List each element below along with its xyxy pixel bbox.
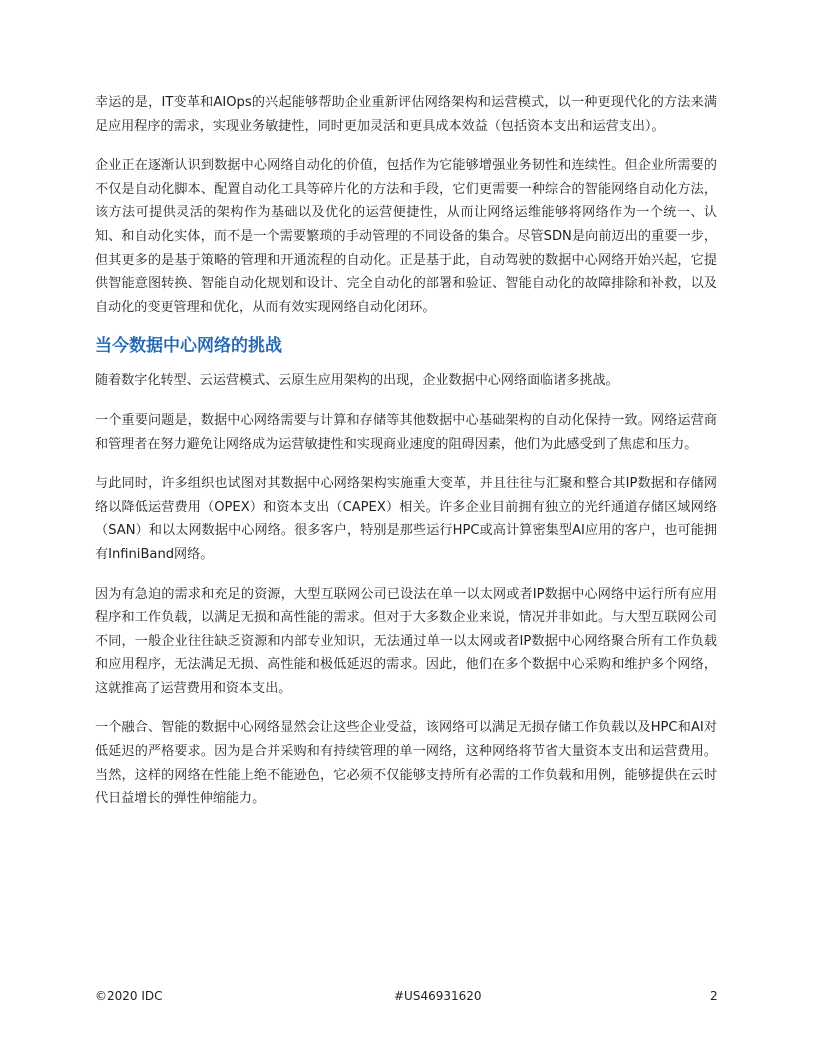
paragraph-it-transformation: 幸运的是，IT变革和AIOps的兴起能够帮助企业重新评估网络架构和运营模式，以一种更现代化的方法来满足应用程序的需求，实现业务敏捷性，同时更加灵活和更具成本效益（包括资本支出和运营支出）。 xyxy=(95,95,717,134)
paragraph-alignment-issue: 一个重要问题是，数据中心网络需要与计算和存储等其他数据中心基础架构的自动化保持一致。网络运营商和管理者在努力避免让网络成为运营敏捷性和实现商业速度的阻碍因素，他们为此感受到了焦虑和压力。 xyxy=(95,412,717,452)
footer-page-number: 2 xyxy=(710,989,718,1003)
paragraph-network-automation: 企业正在逐渐认识到数据中心网络自动化的价值，包括作为它能够增强业务韧性和连续性。但企业所需要的不仅是自动化脚本、配置自动化工具等碎片化的方法和手段，它们更需要一种综合的智能网络自动化方法，该方法可提供灵活的架构作为基础以及优化的运营便捷性，从而让网络运维能够将网络作为一个统一、认知、和自动化实体，而不是一个需要繁琐的手动管理的不同设备的集合。尽管SDN是向前迈出的重要一步，但其更多的是基于策略的管理和开通流程的自动化。正是基于此，自动驾驶的数据中心网络开始兴起，它提供智能意图转换、智能自动化规划和设计、完全自动化的部署和验证、智能自动化的故障排除和补救，以及自动化的变更管理和优化，从而有效实现网络自动化闭环。 xyxy=(95,158,717,315)
section-heading: 当今数据中心网络的挑战 xyxy=(95,336,282,357)
document-body xyxy=(95,91,717,827)
paragraph-challenges-intro: 随着数字化转型、云运营模式、云原生应用架构的出现，企业数据中心网络面临诸多挑战。 xyxy=(95,373,619,389)
paragraph-converged-network: 一个融合、智能的数据中心网络显然会让这些企业受益，该网络可以满足无损存储工作负载以及HPC和AI对低延迟的严格要求。因为是合并采购和有持续管理的单一网络，这种网络将节省大量资本支出和运营费用。当然，这样的网络在性能上绝不能逊色，它必须不仅能够支持所有必需的工作负载和用例，能够提供在云时代日益增长的弹性伸缩能力。 xyxy=(95,720,717,807)
footer-document-id: #US46931620 xyxy=(394,989,482,1003)
paragraph-convergence: 与此同时，许多组织也试图对其数据中心网络架构实施重大变革，并且往往与汇聚和整合其IP数据和存储网络以降低运营费用（OPEX）和资本支出（CAPEX）相关。许多企业目前拥有独立的光纤通道存储区域网络（SAN）和以太网数据中心网络。很多客户，特别是那些运行HPC或高计算密集型AI应用的客户，也可能拥有InfiniBand网络。 xyxy=(95,476,717,562)
paragraph-internet-companies: 因为有急迫的需求和充足的资源，大型互联网公司已设法在单一以太网或者IP数据中心网络中运行所有应用程序和工作负载，以满足无损和高性能的需求。但对于大多数企业来说，情况并非如此。与大型互联网公司不同，一般企业往往缺乏资源和内部专业知识，无法通过单一以太网或者IP数据中心网络聚合所有工作负载和应用程序，无法满足无损、高性能和极低延迟的需求。因此，他们在多个数据中心采购和维护多个网络，这就推高了运营费用和资本支出。 xyxy=(95,586,717,696)
footer-copyright: ©2020 IDC xyxy=(95,989,163,1003)
